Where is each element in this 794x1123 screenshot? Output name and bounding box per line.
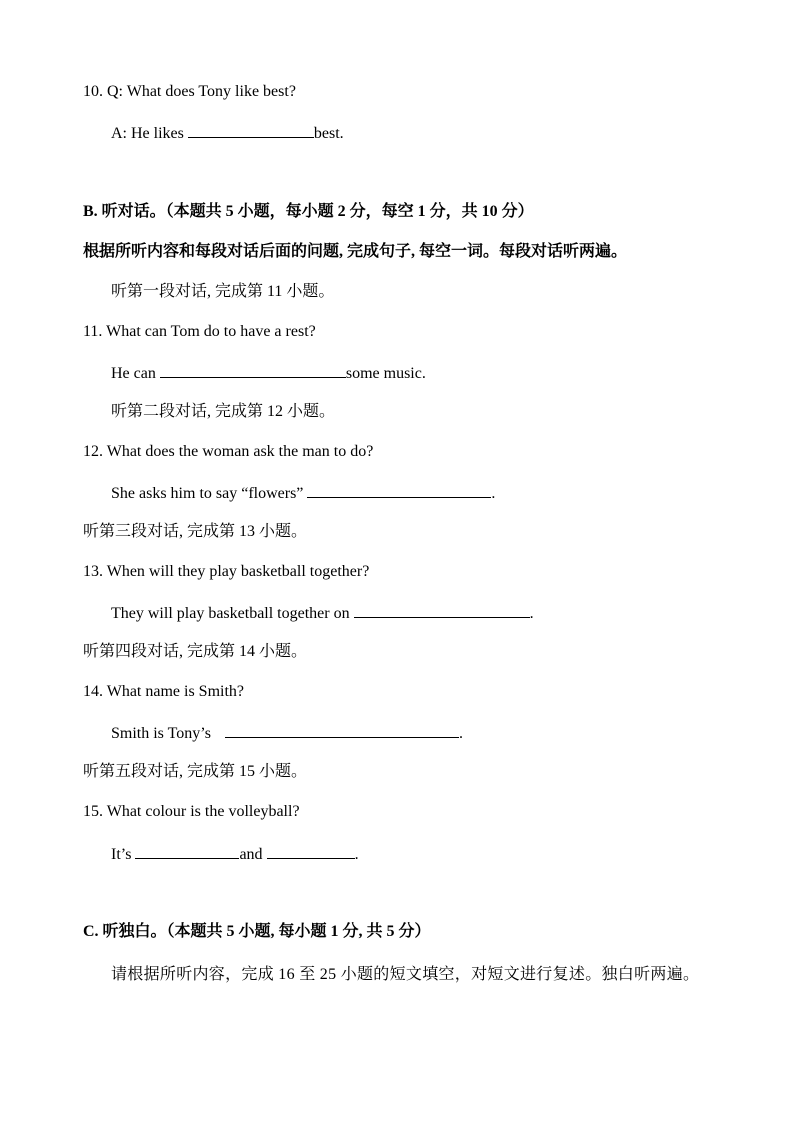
answer-suffix: . xyxy=(491,485,496,502)
answer-14 xyxy=(111,722,463,744)
answer-prefix: Smith is Tony’s xyxy=(111,725,211,742)
answer-blank[interactable] xyxy=(307,482,491,498)
answer-middle: and xyxy=(239,846,263,863)
question-10: 10. Q: What does Tony like best? xyxy=(83,83,296,100)
answer-suffix: . xyxy=(458,725,463,742)
answer-prefix: He can xyxy=(111,365,156,382)
answer-15 xyxy=(111,843,359,865)
section-b-instruction: 根据所听内容和每段对话后面的问题, 完成句子, 每空一词。每段对话听两遍。 xyxy=(83,243,628,260)
answer-blank-2[interactable] xyxy=(267,843,355,859)
question-12: 12. What does the woman ask the man to do? xyxy=(83,443,374,460)
answer-prefix: She asks him to say “flowers” xyxy=(111,485,304,502)
section-c-heading: C. 听独白。（本题共 5 小题, 每小题 1 分, 共 5 分） xyxy=(83,923,431,940)
question-15: 15. What colour is the volleyball? xyxy=(83,803,300,820)
section-b-heading: B. 听对话。（本题共 5 小题，每小题 2 分，每空 1 分，共 10 分） xyxy=(83,203,534,220)
answer-blank[interactable] xyxy=(225,722,459,738)
answer-suffix: best. xyxy=(313,125,344,142)
answer-blank[interactable] xyxy=(354,602,530,618)
answer-12 xyxy=(111,482,495,504)
answer-prefix: It’s xyxy=(111,846,132,863)
section-c-instruction: 请根据所听内容，完成 16 至 25 小题的短文填空，对短文进行复述。独白听两遍。 xyxy=(111,966,700,983)
dialogue-4-cue: 听第四段对话, 完成第 14 小题。 xyxy=(83,643,308,660)
question-11: 11. What can Tom do to have a rest? xyxy=(83,323,316,340)
question-14: 14. What name is Smith? xyxy=(83,683,245,700)
answer-blank-1[interactable] xyxy=(135,843,239,859)
answer-suffix: some music. xyxy=(345,365,426,382)
question-13: 13. When will they play basketball together? xyxy=(83,563,370,580)
answer-blank[interactable] xyxy=(160,362,346,378)
answer-13 xyxy=(111,602,534,624)
answer-suffix: . xyxy=(354,846,359,863)
answer-suffix: . xyxy=(529,605,534,622)
answer-blank[interactable] xyxy=(188,122,314,138)
answer-10 xyxy=(111,122,344,144)
answer-prefix: A: He likes xyxy=(111,125,184,142)
dialogue-2-cue: 听第二段对话, 完成第 12 小题。 xyxy=(111,403,336,420)
answer-prefix: They will play basketball together on xyxy=(111,605,350,622)
dialogue-5-cue: 听第五段对话, 完成第 15 小题。 xyxy=(83,763,308,780)
dialogue-1-cue: 听第一段对话, 完成第 11 小题。 xyxy=(111,283,335,300)
dialogue-3-cue: 听第三段对话, 完成第 13 小题。 xyxy=(83,523,308,540)
answer-11 xyxy=(111,362,426,384)
